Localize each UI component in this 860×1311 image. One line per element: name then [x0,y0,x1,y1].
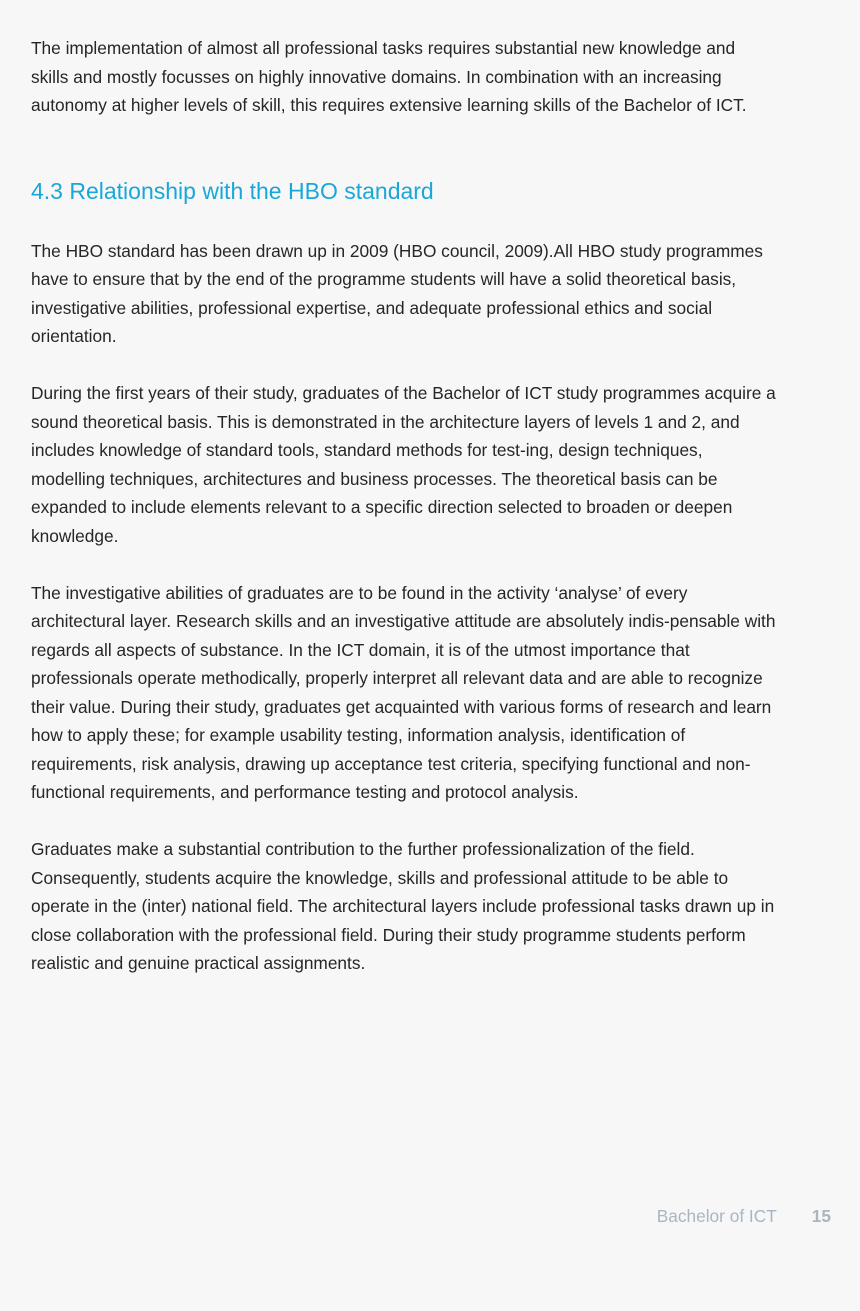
body-paragraph-3: The investigative abilities of graduates are to be found in the activity ‘analyse’ of every architectural layer. Research skills and an investigative attitude are absolutely indis-pensable with regards all aspects of substance. In the ICT domain, it is of the utmost importance that professionals operate methodically, properly interpret all relevant data and are able to recognize their value. During their study, graduates get acquainted with various forms of research and learn how to apply these; for example usability testing, information analysis, identification of requirements, risk analysis, drawing up acceptance test criteria, specifying functional and non-functional requirements, and performance testing and protocol analysis. [31,582,776,802]
body-paragraph-4: Graduates make a substantial contribution to the further professionalization of the field. Consequently, students acquire the knowledge, skills and professional attitude to be able to operate in the (inter) national field. The architectural layers include professional tasks drawn up in close collaboration with the professional field. During their study programme students perform realistic and genuine practical assignments. [31,839,775,973]
section-heading: 4.3 Relationship with the HBO standard [31,177,434,204]
page-footer [657,1203,831,1229]
body-paragraph-2: During the first years of their study, graduates of the Bachelor of ICT study programmes acquire a sound theoretical basis. This is demonstrated in the architecture layers of levels 1 and 2, and includes knowledge of standard tools, standard methods for test-ing, design techniques, modelling techniques, architectures and business processes. The theoretical basis can be expanded to include elements relevant to a specific direction selected to broaden or deepen knowledge. [31,383,776,546]
body-paragraph-1: The HBO standard has been drawn up in 2009 (HBO council, 2009).All HBO study programmes have to ensure that by the end of the programme students will have a solid theoretical basis, investigative abilities, professional expertise, and adequate professional ethics and social orientation. [31,240,763,346]
page-number: 15 [811,1205,831,1226]
section-heading-wrap [31,176,776,206]
intro-paragraph: The implementation of almost all professional tasks requires substantial new knowledge and skills and mostly focusses on highly innovative domains. In combination with an increasing autonomy at higher levels of skill, this requires extensive learning skills of the Bachelor of ICT. [31,38,747,115]
footer-title: Bachelor of ICT [656,1205,777,1226]
document-page [31,34,776,978]
